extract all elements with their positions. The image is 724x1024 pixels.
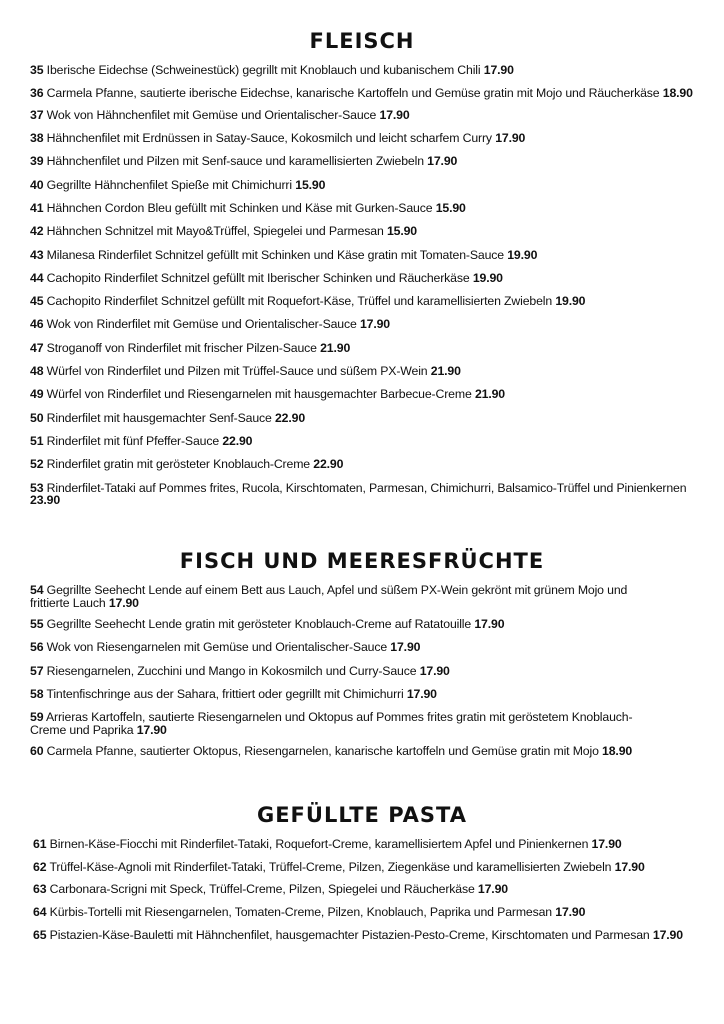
item-description: Cachopito Rinderfilet Schnitzel gefüllt mit Roquefort-Käse, Trüffel und karamellisierten Zwiebeln	[46, 294, 553, 309]
menu-item	[0, 929, 724, 942]
item-price: 19.90	[472, 270, 503, 285]
item-description: Pistazien-Käse-Bauletti mit Hähnchenfilet, hausgemachter Pistazien-Pesto-Creme, Kirschtomaten und Parmesan	[49, 928, 650, 943]
menu-item	[0, 272, 724, 285]
item-price: 17.90	[477, 881, 508, 896]
section-title: FISCH UND MEERESFRÜCHTE	[179, 549, 545, 573]
menu-item	[0, 225, 724, 238]
item-number: 63	[33, 881, 47, 896]
item-price: 15.90	[295, 177, 326, 192]
item-description: Iberische Eidechse (Schweinestück) gegrillt mit Knoblauch und kubanischem Chili	[46, 63, 481, 77]
item-number: 35	[30, 63, 44, 77]
menu-item	[0, 412, 724, 425]
item-description: Gegrillte Seehecht Lende gratin mit gerösteter Knoblauch-Creme auf Ratatouille	[46, 617, 472, 631]
item-price: 17.90	[359, 317, 390, 332]
menu-item	[0, 745, 724, 758]
item-price: 19.90	[507, 247, 538, 262]
item-description: Rinderfilet gratin mit gerösteter Knoblauch-Creme	[46, 457, 310, 472]
item-description: Trüffel-Käse-Agnoli mit Rinderfilet-Tataki, Trüffel-Creme, Pilzen, Ziegenkäse und karamellisierten Zwiebeln	[49, 860, 612, 875]
item-number: 36	[30, 86, 44, 101]
menu-item	[0, 342, 724, 355]
item-description: Wok von Riesengarnelen mit Gemüse und Orientalischer-Sauce	[46, 640, 388, 655]
menu-item	[0, 584, 724, 609]
item-price: 17.90	[390, 640, 421, 655]
item-description: Rinderfilet mit hausgemachter Senf-Sauce	[46, 410, 272, 425]
item-price: 17.90	[614, 860, 645, 875]
item-number: 64	[33, 905, 47, 920]
item-price: 17.90	[555, 905, 586, 920]
menu-item	[0, 838, 724, 851]
menu-list	[0, 838, 724, 942]
item-price: 17.90	[406, 686, 437, 701]
item-number: 46	[30, 317, 44, 332]
item-description: Arrieras Kartoffeln, sautierte Riesengarnelen und Oktopus auf Pommes frites gratin mit geröstetem Knoblauch-Creme und Paprika	[30, 710, 633, 737]
item-description: Riesengarnelen, Zucchini und Mango in Kokosmilch und Curry-Sauce	[46, 663, 417, 678]
menu-item	[0, 179, 724, 192]
item-description: Hähnchen Cordon Bleu gefüllt mit Schinken und Käse mit Gurken-Sauce	[46, 200, 433, 215]
menu-item	[0, 711, 724, 736]
item-description: Cachopito Rinderfilet Schnitzel gefüllt mit Iberischer Schinken und Räucherkäse	[46, 270, 470, 285]
menu-item	[0, 861, 724, 874]
item-price: 17.90	[419, 663, 450, 678]
menu-item	[0, 249, 724, 262]
menu-item	[0, 318, 724, 331]
item-price: 17.90	[591, 837, 622, 851]
item-description: Würfel von Rinderfilet und Pilzen mit Trüffel-Sauce und süßem PX-Wein	[46, 364, 428, 379]
item-number: 58	[30, 686, 44, 701]
item-price: 17.90	[483, 63, 514, 77]
item-description: Carmela Pfanne, sautierter Oktopus, Riesengarnelen, kanarische kartoffeln und Gemüse gratin mit Mojo	[46, 744, 599, 759]
menu-item	[0, 87, 724, 100]
menu-item	[0, 64, 724, 77]
menu-item	[0, 132, 724, 145]
item-description: Kürbis-Tortelli mit Riesengarnelen, Tomaten-Creme, Pilzen, Knoblauch, Paprika und Parmesan	[49, 905, 552, 920]
item-price: 18.90	[602, 744, 633, 759]
item-description: Birnen-Käse-Fiocchi mit Rinderfilet-Tataki, Roquefort-Creme, karamellisiertem Apfel und Pinienkernen	[49, 837, 589, 851]
menu-list	[0, 64, 724, 507]
item-price: 21.90	[474, 387, 505, 402]
menu-item	[0, 365, 724, 378]
item-description: Gegrillte Hähnchenfilet Spieße mit Chimichurri	[46, 177, 292, 192]
item-number: 57	[30, 663, 44, 678]
menu-item	[0, 665, 724, 678]
item-number: 65	[33, 928, 47, 943]
menu-item	[0, 618, 724, 631]
item-number: 50	[30, 410, 44, 425]
item-price: 22.90	[313, 457, 344, 472]
menu-item	[0, 482, 724, 507]
menu-item	[0, 155, 724, 168]
menu-item	[0, 906, 724, 919]
item-number: 55	[30, 617, 44, 631]
item-number: 60	[30, 744, 44, 759]
item-price: 17.90	[108, 595, 139, 610]
item-number: 56	[30, 640, 44, 655]
item-price: 17.90	[495, 131, 526, 146]
item-number: 45	[30, 294, 44, 309]
item-price: 22.90	[274, 410, 306, 425]
section-fleisch	[0, 28, 724, 516]
item-number: 59	[30, 710, 44, 725]
item-number: 40	[30, 177, 44, 192]
item-description: Wok von Rinderfilet mit Gemüse und Orientalischer-Sauce	[46, 317, 357, 332]
item-number: 42	[30, 224, 44, 239]
item-number: 43	[30, 247, 44, 262]
item-description: Carbonara-Scrigni mit Speck, Trüffel-Creme, Pilzen, Spiegelei und Räucherkäse	[49, 881, 475, 896]
item-number: 47	[30, 340, 44, 355]
item-description: Milanesa Rinderfilet Schnitzel gefüllt mit Schinken und Käse gratin mit Tomaten-Sauce	[46, 247, 504, 262]
item-number: 38	[30, 131, 44, 146]
menu-item	[0, 458, 724, 471]
item-description: Tintenfischringe aus der Sahara, frittiert oder gegrillt mit Chimichurri	[46, 686, 404, 701]
section-title: FLEISCH	[309, 29, 415, 53]
item-description: Hähnchenfilet und Pilzen mit Senf-sauce und karamellisierten Zwiebeln	[46, 154, 424, 169]
menu-item	[0, 435, 724, 448]
item-number: 41	[30, 200, 44, 215]
item-price: 17.90	[652, 928, 683, 943]
item-price: 15.90	[386, 224, 417, 239]
item-price: 18.90	[662, 86, 693, 101]
item-description: Hähnchen Schnitzel mit Mayo&Trüffel, Spiegelei und Parmesan	[46, 224, 384, 239]
menu-item	[0, 295, 724, 308]
item-price: 15.90	[435, 200, 466, 215]
item-description: Carmela Pfanne, sautierte iberische Eidechse, kanarische Kartoffeln und Gemüse gratin mit Mojo und Räucherkäse	[46, 86, 660, 101]
section-title: GEFÜLLTE PASTA	[256, 803, 468, 827]
item-price: 21.90	[430, 364, 461, 379]
item-description: Stroganoff von Rinderfilet mit frischer Pilzen-Sauce	[46, 340, 317, 355]
menu-item	[0, 883, 724, 896]
item-price: 17.90	[136, 722, 167, 737]
item-number: 37	[30, 107, 44, 122]
item-price: 19.90	[555, 294, 586, 309]
menu-item	[0, 388, 724, 401]
item-number: 39	[30, 154, 44, 169]
item-description: Wok von Hähnchenfilet mit Gemüse und Orientalischer-Sauce	[46, 107, 377, 122]
item-number: 61	[33, 837, 47, 851]
item-price: 17.90	[427, 154, 458, 169]
item-description: Hähnchenfilet mit Erdnüssen in Satay-Sauce, Kokosmilch und leicht scharfem Curry	[46, 131, 492, 146]
section-gefuellte-pasta	[0, 802, 724, 951]
item-description: Rinderfilet mit fünf Pfeffer-Sauce	[46, 433, 220, 448]
item-price: 21.90	[320, 340, 351, 355]
item-number: 48	[30, 364, 44, 379]
section-fisch-meeresfruechte	[0, 548, 724, 767]
item-price: 23.90	[30, 493, 61, 508]
menu-item	[0, 202, 724, 215]
item-number: 49	[30, 387, 44, 402]
item-number: 62	[33, 860, 47, 875]
item-price: 22.90	[222, 433, 253, 448]
item-number: 54	[30, 583, 44, 597]
menu-item	[0, 641, 724, 654]
item-description: Gegrillte Seehecht Lende auf einem Bett aus Lauch, Apfel und süßem PX-Wein gekrönt mit grünem Mojo und frittierte Lauch	[30, 583, 628, 610]
item-number: 53	[30, 480, 44, 495]
item-number: 44	[30, 270, 44, 285]
menu-list	[0, 584, 724, 758]
item-price: 17.90	[474, 617, 505, 631]
item-number: 52	[30, 457, 44, 472]
menu-item	[0, 109, 724, 122]
item-description: Würfel von Rinderfilet und Riesengarnelen mit hausgemachter Barbecue-Creme	[46, 387, 472, 402]
item-description: Rinderfilet-Tataki auf Pommes frites, Rucola, Kirschtomaten, Parmesan, Chimichurri, Balsamico-Trüffel und Pinienkernen	[46, 480, 687, 495]
item-number: 51	[30, 433, 44, 448]
menu-item	[0, 688, 724, 701]
item-price: 17.90	[379, 107, 410, 122]
